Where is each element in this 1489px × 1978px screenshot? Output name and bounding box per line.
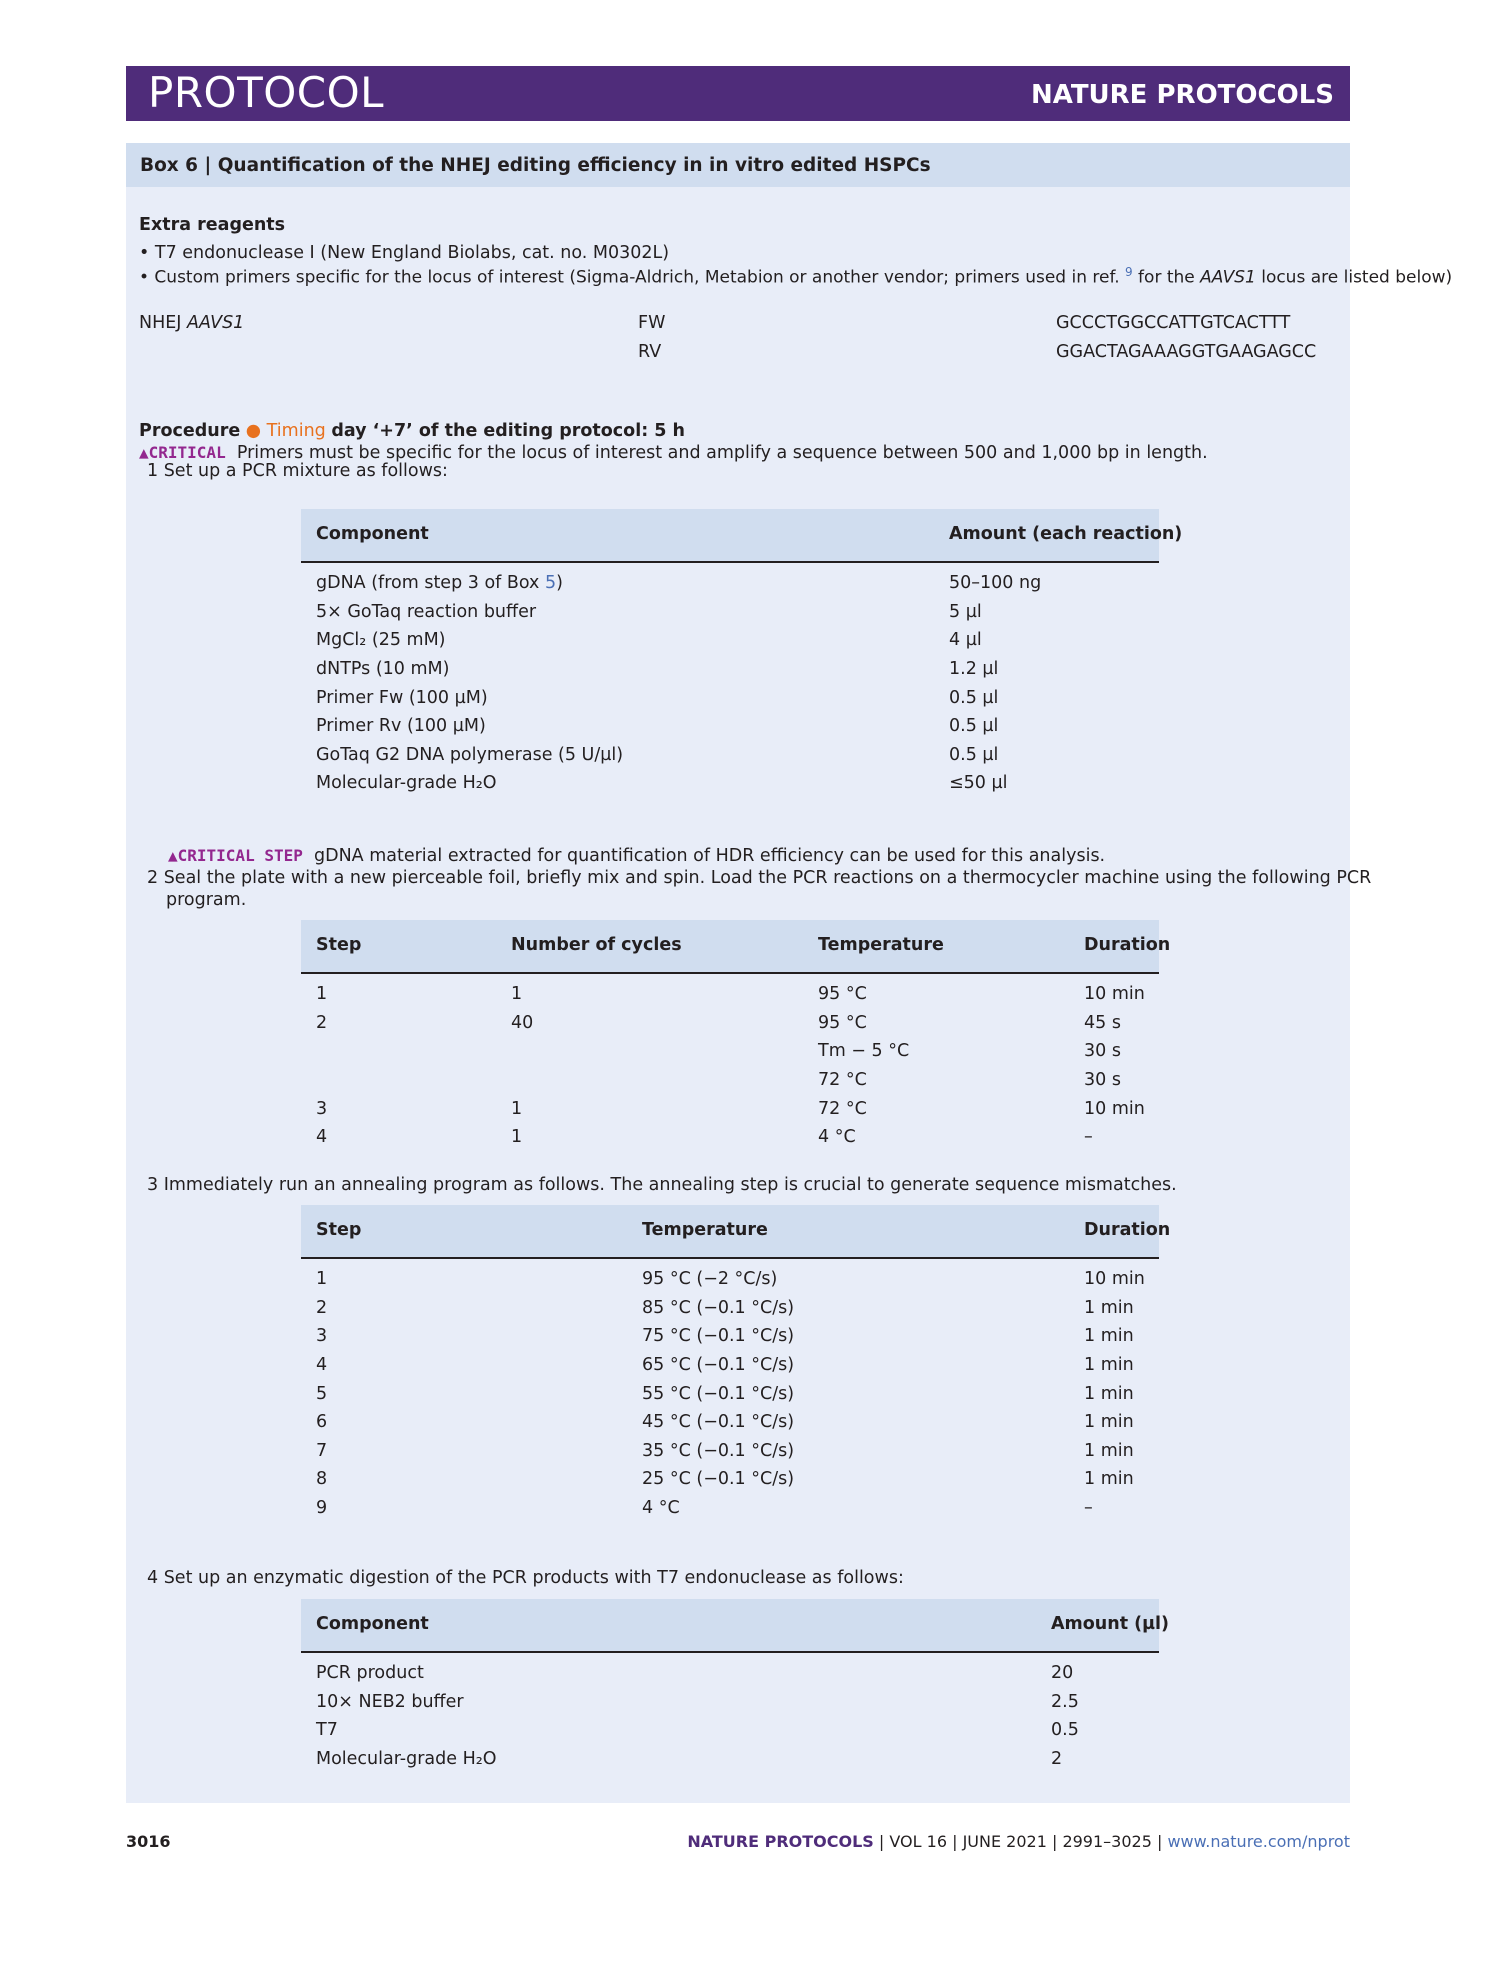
- table-cell: 50–100 ng: [949, 573, 1042, 593]
- primer-fw-sequence: GCCCTGGCCATTGTCACTTT: [1056, 313, 1291, 333]
- table-cell: 10 min: [1084, 1269, 1145, 1289]
- table-cell: 95 °C: [818, 1013, 867, 1033]
- box-title: Box 6 | Quantification of the NHEJ editing efficiency in in vitro edited HSPCs: [140, 155, 931, 176]
- table-cell: –: [1084, 1127, 1093, 1147]
- table-cell: 30 s: [1084, 1041, 1121, 1061]
- table-cell: 65 °C (−0.1 °C/s): [642, 1355, 795, 1375]
- step-1: 1 Set up a PCR mixture as follows:: [147, 461, 448, 481]
- table-cell: 1 min: [1084, 1355, 1134, 1375]
- table-cell: 4 °C: [818, 1127, 856, 1147]
- table-cell: Tm − 5 °C: [818, 1041, 910, 1061]
- table-cell: 40: [511, 1013, 534, 1033]
- step-2-continued: program.: [166, 890, 247, 910]
- procedure-heading: Procedure ● Timing day ‘+7’ of the editing protocol: 5 h: [139, 421, 686, 441]
- table-cell: 0.5 µl: [949, 716, 999, 736]
- table-cell: 75 °C (−0.1 °C/s): [642, 1326, 795, 1346]
- table-cell: 45 °C (−0.1 °C/s): [642, 1412, 795, 1432]
- table-cell: 2: [316, 1298, 328, 1318]
- reagent-item: • T7 endonuclease I (New England Biolabs, cat. no. M0302L): [139, 243, 670, 263]
- table-cell: 4 µl: [949, 630, 982, 650]
- table-cell: 1: [511, 984, 523, 1004]
- table-cell: 1.2 µl: [949, 659, 999, 679]
- table-header: Step Temperature Duration: [301, 1205, 1159, 1259]
- table-cell: Primer Rv (100 µM): [316, 716, 486, 736]
- reference-link[interactable]: 9: [1125, 265, 1133, 279]
- table-cell: 10× NEB2 buffer: [316, 1692, 464, 1712]
- table-cell: 1: [316, 984, 328, 1004]
- table-cell: 95 °C (−2 °C/s): [642, 1269, 778, 1289]
- table-cell: Primer Fw (100 µM): [316, 688, 488, 708]
- table-cell: 10 min: [1084, 984, 1145, 1004]
- section-label: PROTOCOL: [148, 68, 385, 117]
- critical-note: ▲CRITICAL Primers must be specific for the locus of interest and amplify a sequence between 500 and 1,000 bp in length.: [139, 443, 1208, 463]
- table-cell: MgCl₂ (25 mM): [316, 630, 446, 650]
- table-cell: 1 min: [1084, 1441, 1134, 1461]
- table-cell: 20: [1051, 1663, 1074, 1683]
- table-cell: 45 s: [1084, 1013, 1121, 1033]
- footer-citation: NATURE PROTOCOLS | VOL 16 | JUNE 2021 | 2991–3025 | www.nature.com/nprot: [687, 1832, 1350, 1851]
- table-cell: 55 °C (−0.1 °C/s): [642, 1384, 795, 1404]
- table-cell: 0.5: [1051, 1720, 1079, 1740]
- table-cell: 5: [316, 1384, 328, 1404]
- step-3: 3 Immediately run an annealing program as follows. The annealing step is crucial to generate sequence mismatches.: [147, 1175, 1177, 1195]
- table-cell: 1 min: [1084, 1384, 1134, 1404]
- table-cell: 7: [316, 1441, 328, 1461]
- journal-name: NATURE PROTOCOLS: [1030, 80, 1334, 110]
- primer-rv-label: RV: [638, 342, 662, 362]
- table-cell: –: [1084, 1498, 1093, 1518]
- table-cell: 1 min: [1084, 1412, 1134, 1432]
- table-header: Component Amount (µl): [301, 1599, 1159, 1653]
- table-cell: ≤50 µl: [949, 773, 1008, 793]
- box-5-link[interactable]: 5: [544, 573, 557, 593]
- primer-rv-sequence: GGACTAGAAAGGTGAAGAGCC: [1056, 342, 1317, 362]
- table-cell: T7: [316, 1720, 338, 1740]
- table-cell: 95 °C: [818, 984, 867, 1004]
- table-cell: 35 °C (−0.1 °C/s): [642, 1441, 795, 1461]
- table-cell: PCR product: [316, 1663, 424, 1683]
- table-cell: 25 °C (−0.1 °C/s): [642, 1469, 795, 1489]
- step-4: 4 Set up an enzymatic digestion of the PCR products with T7 endonuclease as follows:: [147, 1568, 904, 1588]
- table-cell: 10 min: [1084, 1099, 1145, 1119]
- table-cell: 5 µl: [949, 602, 982, 622]
- table-cell: 30 s: [1084, 1070, 1121, 1090]
- table-cell: 2.5: [1051, 1692, 1079, 1712]
- table-cell: 6: [316, 1412, 328, 1432]
- table-cell: 2: [316, 1013, 328, 1033]
- table-header: Step Number of cycles Temperature Duration: [301, 920, 1159, 974]
- timing-icon: ●: [245, 421, 262, 441]
- table-cell: 9: [316, 1498, 328, 1518]
- table-cell: 3: [316, 1099, 328, 1119]
- table-cell: GoTaq G2 DNA polymerase (5 U/µl): [316, 745, 624, 765]
- primer-fw-label: FW: [638, 313, 666, 333]
- table-header: Component Amount (each reaction): [301, 509, 1159, 563]
- table-cell: Molecular-grade H₂O: [316, 1749, 497, 1769]
- table-cell: 1: [511, 1099, 523, 1119]
- table-cell: 2: [1051, 1749, 1063, 1769]
- table-cell: 4: [316, 1355, 328, 1375]
- table-row: gDNA (from step 3 of Box 5): [316, 573, 563, 593]
- table-cell: 3: [316, 1326, 328, 1346]
- reagent-item: • Custom primers specific for the locus of interest (Sigma-Aldrich, Metabion or another vendor; primers used in ref. $^9$ for the AAVS1 locus are listed below): [139, 265, 1453, 288]
- table-cell: 8: [316, 1469, 328, 1489]
- table-cell: 1: [316, 1269, 328, 1289]
- table-cell: 0.5 µl: [949, 745, 999, 765]
- table-cell: 72 °C: [818, 1070, 867, 1090]
- table-cell: 1: [511, 1127, 523, 1147]
- journal-url-link[interactable]: www.nature.com/nprot: [1167, 1832, 1350, 1851]
- table-cell: 1 min: [1084, 1298, 1134, 1318]
- table-cell: 5× GoTaq reaction buffer: [316, 602, 537, 622]
- table-cell: 1 min: [1084, 1326, 1134, 1346]
- page-number: 3016: [126, 1832, 171, 1851]
- table-cell: 4 °C: [642, 1498, 680, 1518]
- table-cell: 72 °C: [818, 1099, 867, 1119]
- table-cell: 4: [316, 1127, 328, 1147]
- box-title-bar: [126, 143, 1350, 187]
- table-cell: 1 min: [1084, 1469, 1134, 1489]
- table-cell: Molecular-grade H₂O: [316, 773, 497, 793]
- table-cell: 85 °C (−0.1 °C/s): [642, 1298, 795, 1318]
- box-6: [126, 143, 1453, 1803]
- critical-step-note: ▲CRITICAL STEP gDNA material extracted for quantification of HDR efficiency can be used for this analysis.: [168, 846, 1106, 866]
- reagents-heading: Extra reagents: [139, 215, 286, 235]
- table-cell: 0.5 µl: [949, 688, 999, 708]
- table-cell: dNTPs (10 mM): [316, 659, 450, 679]
- step-2: 2 Seal the plate with a new pierceable foil, briefly mix and spin. Load the PCR reactions on a thermocycler machine using the following PCR: [147, 868, 1372, 888]
- primer-name: NHEJ AAVS1: [139, 313, 245, 333]
- header-banner: [126, 66, 1350, 121]
